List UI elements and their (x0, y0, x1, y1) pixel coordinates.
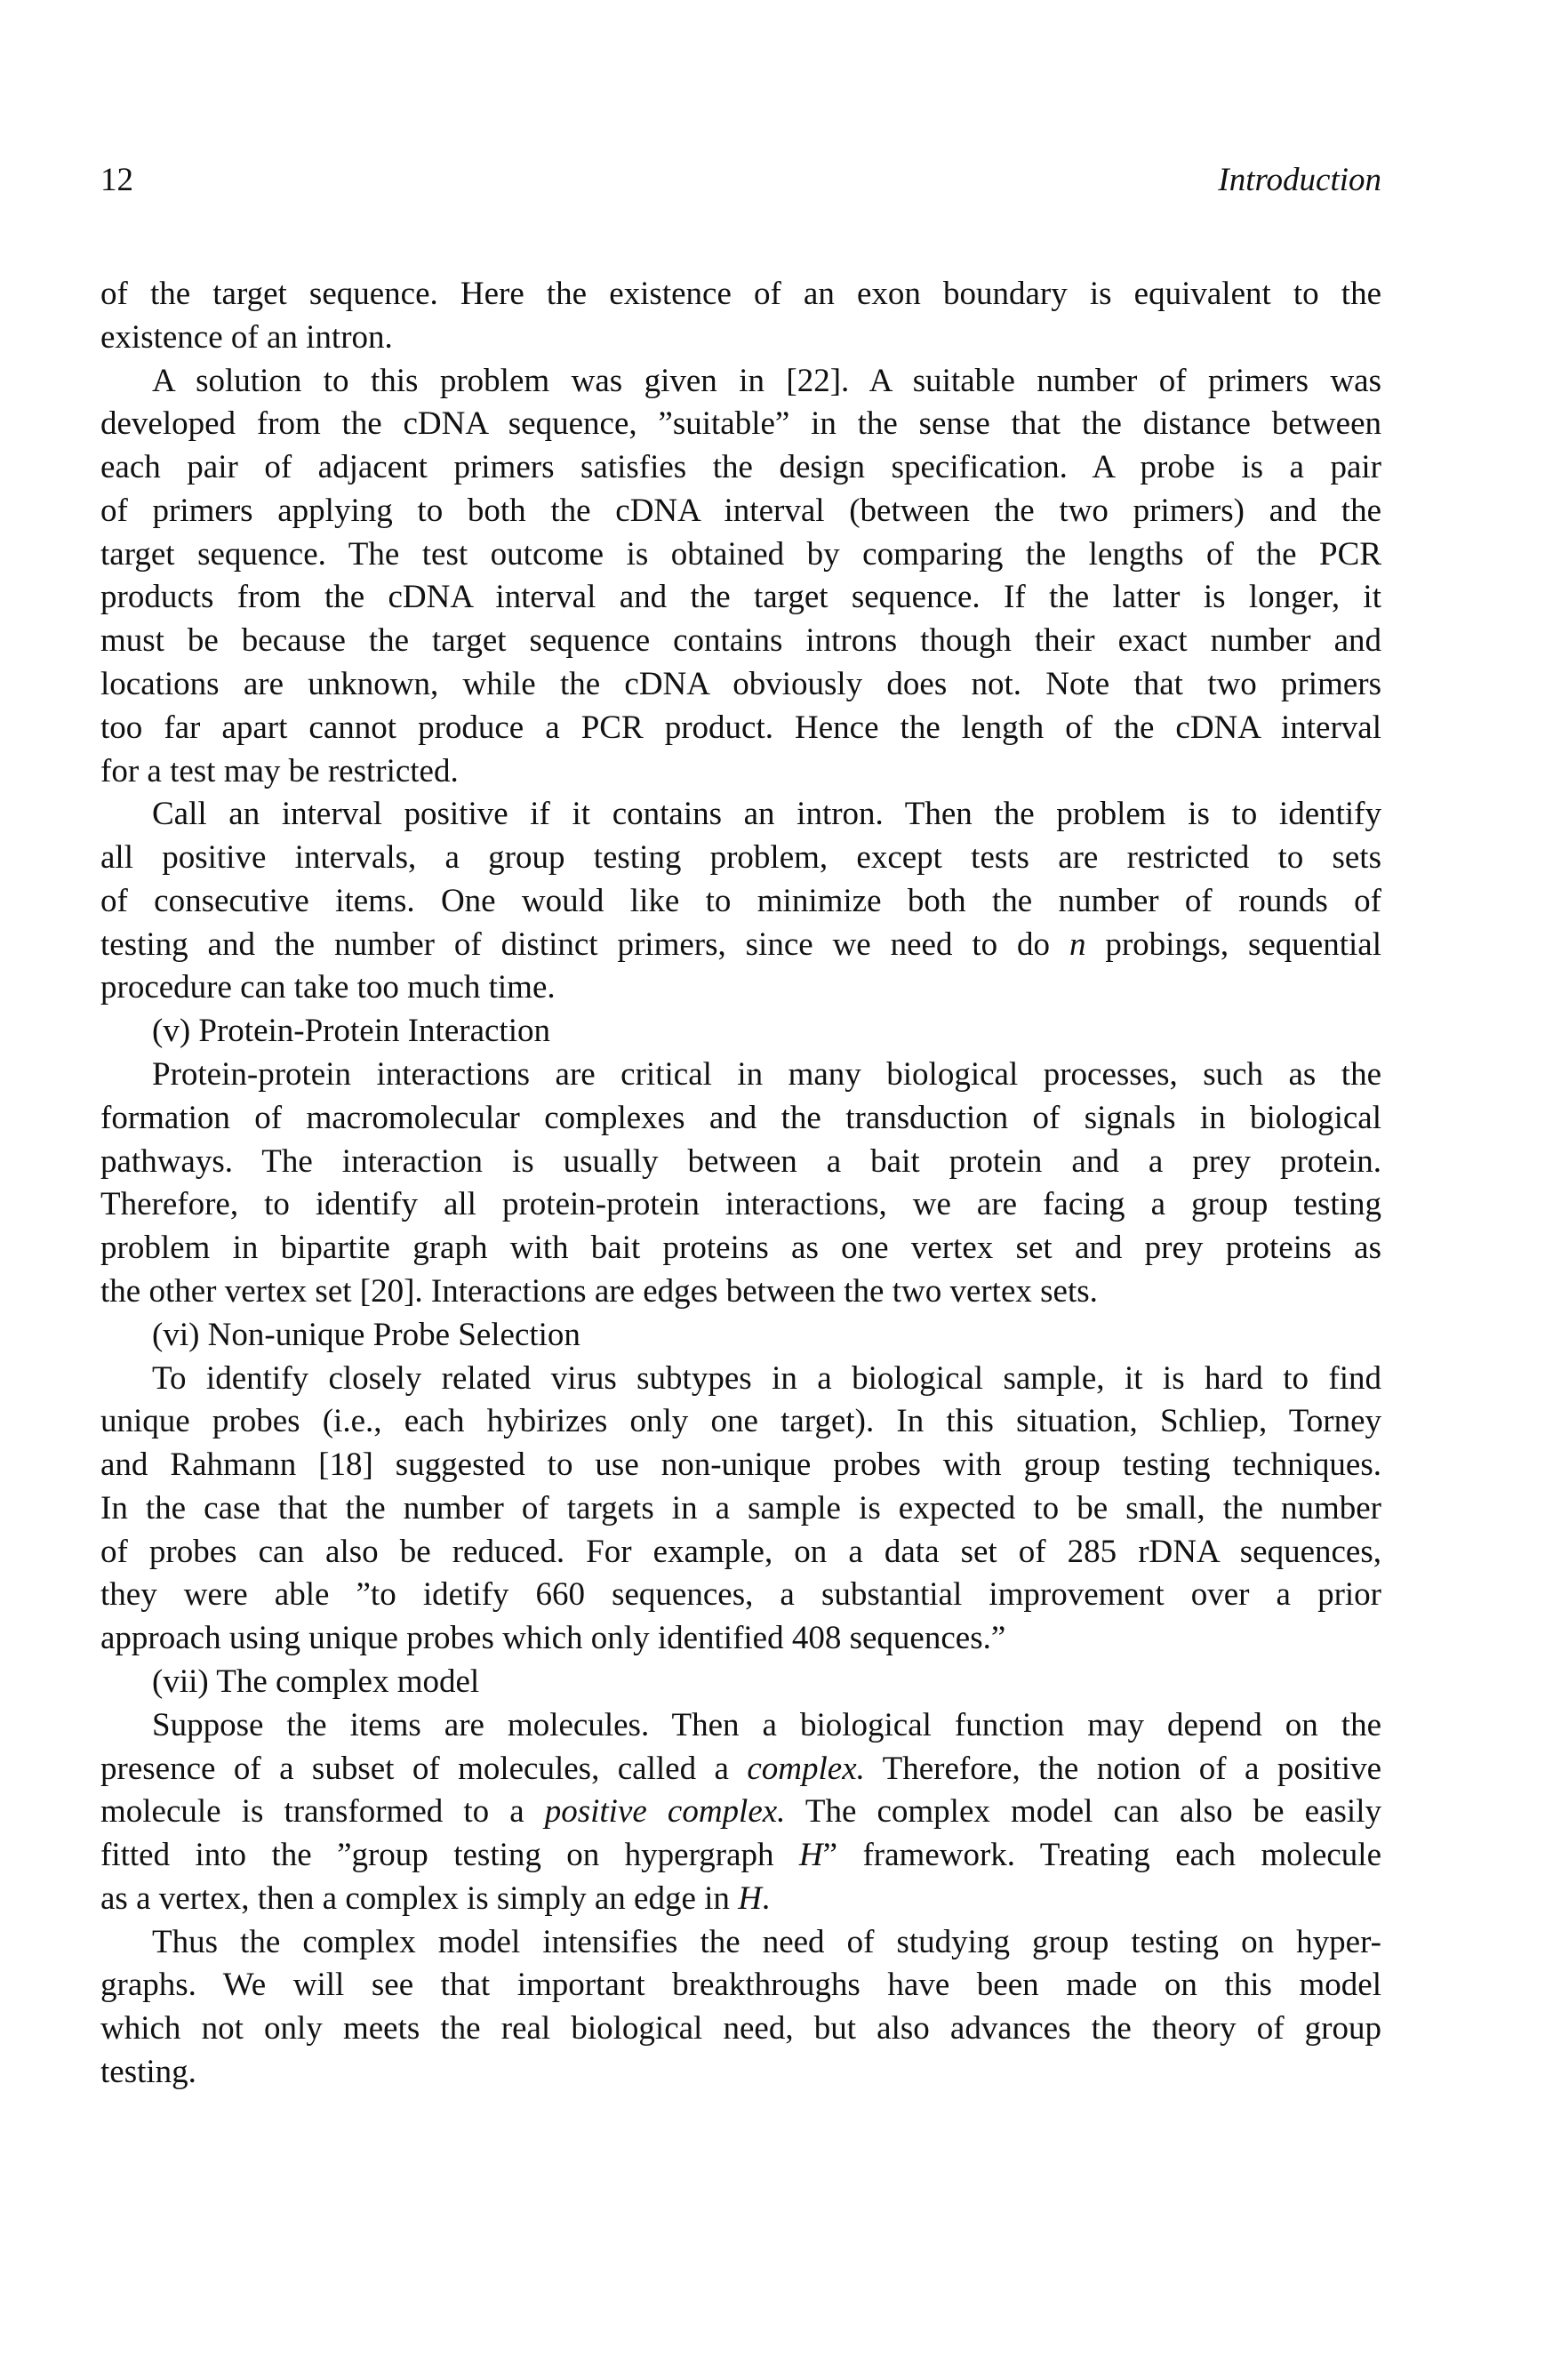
text-segment: of the target sequence. Here the existence of an exon boundary is equivalent to the (100, 276, 1381, 312)
text-line (100, 1704, 1381, 1747)
text-segment: unique probes (i.e., each hybirizes only one target). In this situation, Schliep, Torney (100, 1403, 1381, 1440)
text-segment: Therefore, to identify all protein-protein interactions, we are facing a group testing (100, 1186, 1381, 1223)
text-line (100, 1097, 1381, 1140)
text-line (100, 1574, 1381, 1616)
text-segment: procedure can take too much time. (100, 969, 556, 1006)
text-segment: testing. (100, 2053, 196, 2090)
text-segment: . (761, 1879, 771, 1917)
text-segment: as a vertex, then a complex is simply an edge in (100, 1879, 739, 1917)
text-segment: pathways. The interaction is usually between a bait protein and a prey protein. (100, 1142, 1381, 1180)
text-segment: must be because the target sequence contains introns though their exact number and (100, 622, 1381, 660)
text-line (100, 446, 1381, 489)
text-line (100, 837, 1381, 879)
text-segment: too far apart cannot produce a PCR product. Hence the length of the cDNA interval (100, 709, 1381, 746)
italic-text: H (798, 1837, 823, 1874)
text-segment: Protein-protein interactions are critical in many biological processes, such as the (152, 1056, 1381, 1094)
text-line (100, 1531, 1381, 1574)
text-line (100, 1183, 1381, 1226)
text-line (100, 1010, 1381, 1053)
text-segment: they were able ”to idetify 660 sequences, a substantial improvement over a prior (100, 1576, 1381, 1614)
text-segment: The complex model can also be easily (785, 1793, 1381, 1831)
text-line (100, 880, 1381, 923)
text-segment: which not only meets the real biological need, but also advances the theory of group (100, 2010, 1381, 2047)
text-segment: testing and the number of distinct primers, since we need to do (100, 926, 1069, 963)
page-number: 12 (100, 162, 133, 198)
text-segment: A solution to this problem was given in [22]. A suitable number of primers was (152, 362, 1381, 399)
text-segment: and Rahmann [18] suggested to use non-unique probes with group testing techniques. (100, 1446, 1381, 1484)
text-line (100, 1400, 1381, 1443)
text-segment: Suppose the items are molecules. Then a biological function may depend on the (152, 1706, 1381, 1743)
text-segment: target sequence. The test outcome is obtained by comparing the lengths of the PCR (100, 535, 1381, 573)
text-line (100, 1487, 1381, 1530)
text-line (100, 663, 1381, 706)
text-segment: In the case that the number of targets in a sample is expected to be small, the number (100, 1489, 1381, 1527)
text-line (100, 1227, 1381, 1270)
italic-text: complex. (747, 1750, 865, 1787)
text-line (100, 750, 1381, 793)
text-line (100, 1878, 1381, 1920)
text-line (100, 1054, 1381, 1096)
text-segment: (v) Protein-Protein Interaction (152, 1013, 550, 1050)
text-line (100, 924, 1381, 966)
text-line (100, 1617, 1381, 1660)
text-segment: Therefore, the notion of a positive (864, 1750, 1381, 1787)
text-line (100, 1921, 1381, 1964)
text-segment: probings, sequential (1085, 926, 1381, 963)
text-line (100, 620, 1381, 662)
text-segment: approach using unique probes which only identified 408 sequences.” (100, 1620, 1006, 1657)
text-segment: Call an interval positive if it contains an intron. Then the problem is to identify (152, 796, 1381, 833)
text-segment: ” framework. Treating each molecule (822, 1837, 1381, 1874)
text-segment: formation of macromolecular complexes and the transduction of signals in biological (100, 1099, 1381, 1136)
text-line (100, 1748, 1381, 1791)
text-segment: products from the cDNA interval and the target sequence. If the latter is longer, it (100, 579, 1381, 616)
text-line (100, 1358, 1381, 1400)
text-segment: graphs. We will see that important breakthroughs have been made on this model (100, 1967, 1381, 2004)
text-segment: existence of an intron. (100, 318, 393, 356)
text-line (100, 1964, 1381, 2007)
italic-text: n (1069, 926, 1086, 963)
text-segment: presence of a subset of molecules, called a (100, 1750, 748, 1787)
text-segment: the other vertex set [20]. Interactions are edges between the two vertex sets. (100, 1272, 1098, 1310)
text-segment: molecule is transformed to a (100, 1793, 545, 1831)
italic-text: positive complex. (544, 1793, 786, 1831)
text-line (100, 533, 1381, 576)
text-line (100, 793, 1381, 836)
running-head-title: Introduction (1218, 162, 1381, 198)
text-line (100, 1834, 1381, 1877)
text-segment: each pair of adjacent primers satisfies the design specification. A probe is a pair (100, 449, 1381, 486)
text-line (100, 273, 1381, 316)
text-line (100, 2051, 1381, 2094)
text-line (100, 360, 1381, 403)
text-segment: fitted into the ”group testing on hypergraph (100, 1837, 799, 1874)
text-line (100, 2007, 1381, 2050)
text-line (100, 1141, 1381, 1183)
text-line (100, 317, 1381, 359)
text-line (100, 576, 1381, 619)
text-line (100, 1314, 1381, 1357)
text-segment: all positive intervals, a group testing problem, except tests are restricted to sets (100, 839, 1381, 877)
running-head (100, 158, 1381, 203)
text-segment: of probes can also be reduced. For example, on a data set of 285 rDNA sequences, (100, 1533, 1381, 1570)
text-line (100, 707, 1381, 749)
text-segment: (vii) The complex model (152, 1663, 480, 1700)
text-line (100, 1791, 1381, 1833)
text-line (100, 966, 1381, 1009)
text-segment: for a test may be restricted. (100, 752, 459, 789)
text-line (100, 403, 1381, 445)
italic-text: H (738, 1879, 762, 1917)
text-segment: Thus the complex model intensifies the need of studying group testing on hyper- (152, 1923, 1381, 1960)
text-line (100, 490, 1381, 533)
text-segment: of primers applying to both the cDNA interval (between the two primers) and the (100, 492, 1381, 529)
text-segment: locations are unknown, while the cDNA obviously does not. Note that two primers (100, 666, 1381, 703)
text-segment: of consecutive items. One would like to minimize both the number of rounds of (100, 882, 1381, 919)
text-line (100, 1661, 1381, 1703)
text-segment: (vi) Non-unique Probe Selection (152, 1316, 580, 1353)
text-segment: developed from the cDNA sequence, ”suitable” in the sense that the distance between (100, 405, 1381, 443)
text-segment: To identify closely related virus subtypes in a biological sample, it is hard to find (152, 1359, 1381, 1397)
text-line (100, 1444, 1381, 1486)
text-line (100, 1270, 1381, 1313)
text-segment: problem in bipartite graph with bait proteins as one vertex set and prey proteins as (100, 1230, 1381, 1267)
